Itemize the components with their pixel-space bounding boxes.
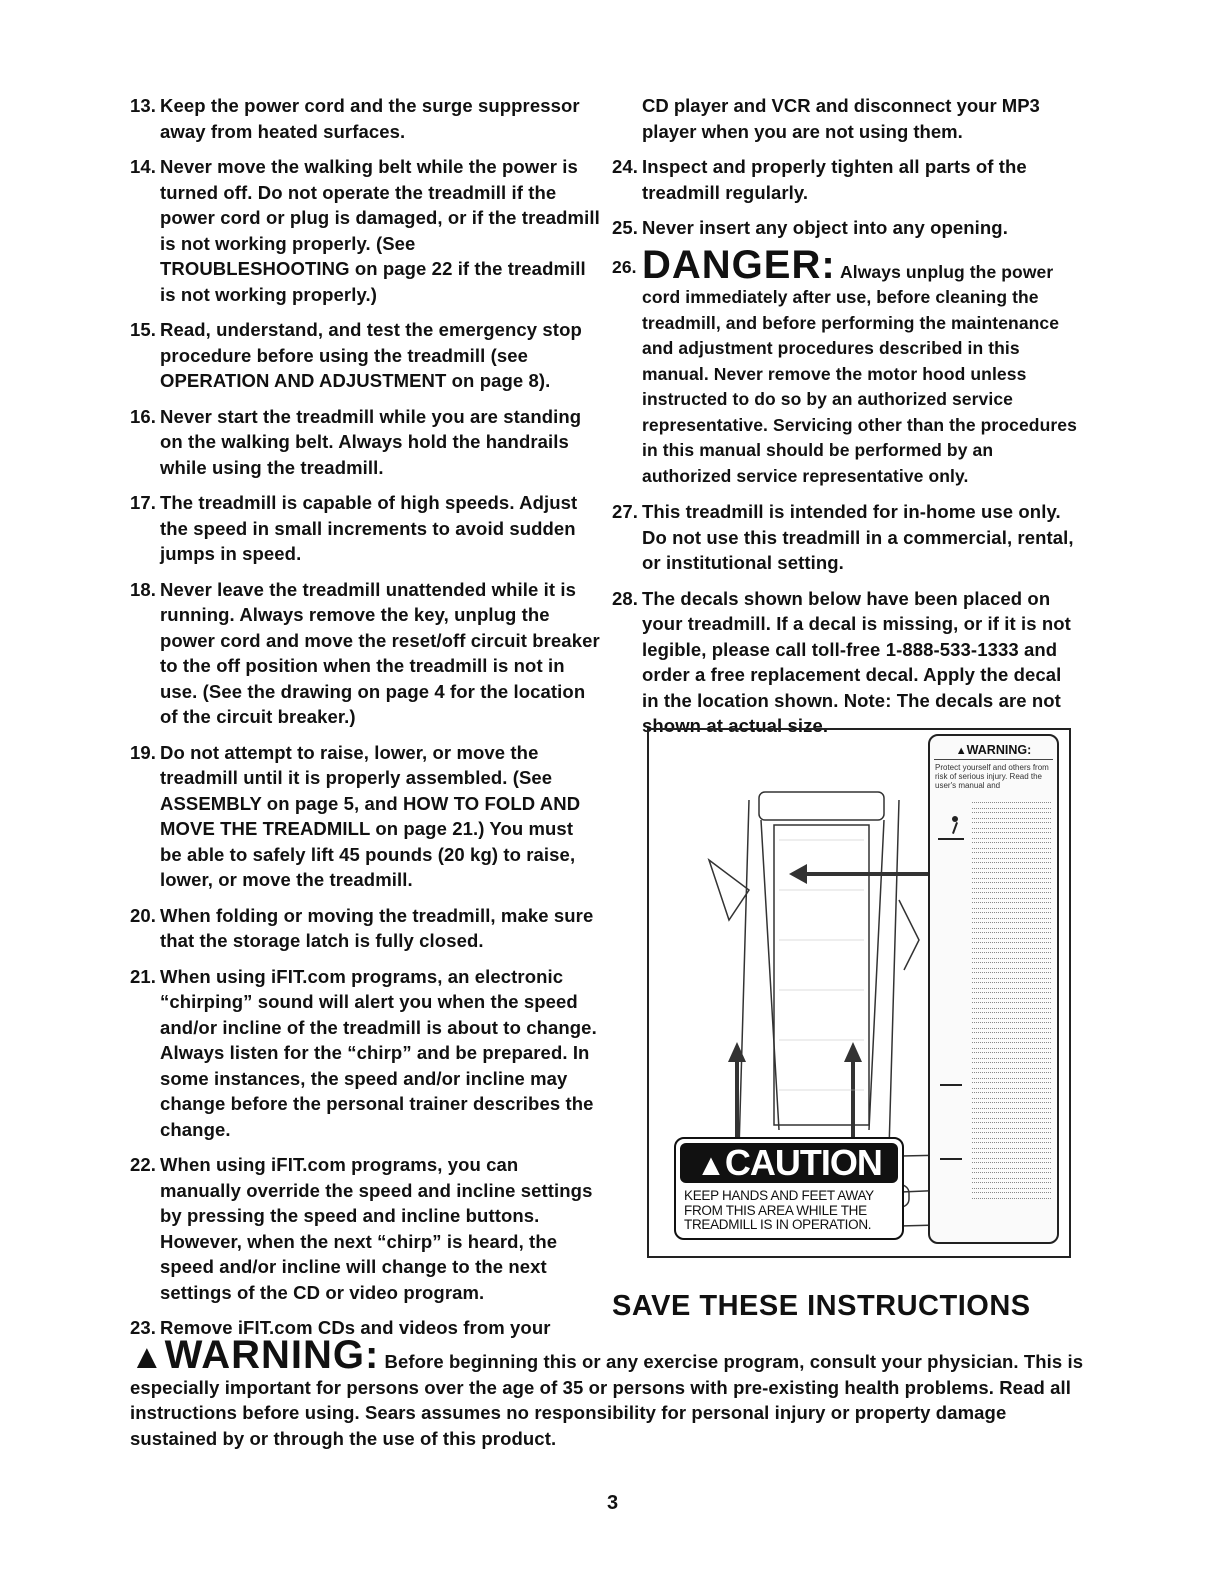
danger-label: DANGER:	[642, 242, 836, 287]
right-column	[612, 93, 1082, 749]
person-on-treadmill-icon	[938, 816, 964, 840]
danger-item: 26. DANGER: Always unplug the power cord immediately after use, before cleaning the treadmill, and before performing the maintenance and adjustment procedures described in this manual. Never remove the motor hood unless instructed to do so by an authorized service representative. Servicing other than the procedures in this manual should be performed by an authorized service representative only.	[612, 242, 1077, 486]
decal-illustration	[647, 728, 1071, 1258]
caution-decal	[674, 1137, 904, 1240]
page-number: 3	[606, 1492, 619, 1514]
caution-decal-title: CAUTION	[724, 1142, 882, 1183]
caution-decal-text: KEEP HANDS AND FEET AWAY FROM THIS AREA WHILE THE TREADMILL IS IN OPERATION.	[684, 1188, 874, 1232]
list-item: 25. Never insert any object into any opening.	[612, 217, 1008, 238]
child-hazard-icon	[940, 1066, 962, 1086]
list-item: 28. The decals shown below have been placed on your treadmill. If a decal is missing, or if it is not legible, please call toll-free 1-888-533-1333 and order a free replacement decal. Apply the decal in the location shown. Note: The decals are not shown at actual size.	[612, 587, 1071, 736]
caution-triangle-icon: ▲	[696, 1149, 725, 1182]
person-hazard-icon	[940, 1136, 962, 1160]
warning-triangle-icon: ▲	[130, 1338, 165, 1376]
list-item: 13. Keep the power cord and the surge suppressor away from heated surfaces.	[130, 95, 580, 142]
warning-notice	[130, 1333, 1085, 1451]
warning-text: Before beginning this or any exercise program, consult your physician. This is especially important for persons over the age of 35 or persons with pre-existing health problems. Read all instructions before using. Sears assumes no responsibility for personal injury or property damage sustained by or through the use of this product.	[130, 1351, 1084, 1449]
warning-decal-title: WARNING:	[966, 743, 1032, 757]
warning-decal-body: Protect yourself and others from risk of serious injury. Read the user's manual and	[935, 763, 1049, 790]
list-item: 20. When folding or moving the treadmill, make sure that the storage latch is fully closed.	[130, 904, 594, 951]
warning-decal	[928, 734, 1059, 1244]
left-column	[130, 93, 600, 1351]
list-item: 15. Read, understand, and test the emergency stop procedure before using the treadmill (see OPERATION AND ADJUSTMENT on page 8).	[130, 319, 582, 391]
danger-text: Always unplug the power cord immediately after use, before cleaning the treadmill, and before performing the maintenance and adjustment procedures described in this manual. Never remove the motor hood unless instructed to do so by an authorized service representative. Servicing other than the procedures in this manual should be performed by an authorized service representative only.	[642, 261, 1077, 486]
list-item: 22. When using iFIT.com programs, you can manually override the speed and incline settings by pressing the speed and incline buttons. However, when the next “chirp” is heard, the speed and/or incline will change to the next settings of the CD or video program.	[130, 1154, 593, 1303]
list-item: 14. Never move the walking belt while the power is turned off. Do not operate the treadmill if the power cord or plug is damaged, or if the treadmill is not working properly. (See TROUBLESHOOTING on page 22 if the treadmill is not working properly.)	[130, 156, 600, 305]
list-item: 19. Do not attempt to raise, lower, or move the treadmill until it is properly assembled. (See ASSEMBLY on page 5, and HOW TO FOLD AND MOVE THE TREADMILL on page 21.) You must be able to safely lift 45 pounds (20 kg) to raise, lower, or move the treadmill.	[130, 741, 581, 890]
save-instructions-heading: SAVE THESE INSTRUCTIONS	[612, 1290, 1031, 1322]
list-item: 21. When using iFIT.com programs, an electronic “chirping” sound will alert you when the speed and/or incline of the treadmill is about to change. Always listen for the “chirp” and be prepared. In some instances, the speed and/or incline may change before the personal trainer describes the change.	[130, 965, 597, 1140]
list-item: 24. Inspect and properly tighten all parts of the treadmill regularly.	[612, 156, 1027, 203]
list-item: 27. This treadmill is intended for in-home use only. Do not use this treadmill in a commercial, rental, or institutional setting.	[612, 501, 1074, 573]
warning-label: ▲WARNING:	[130, 1333, 380, 1377]
list-item: 16. Never start the treadmill while you are standing on the walking belt. Always hold the handrails while using the treadmill.	[130, 405, 582, 478]
list-item: 23. Remove iFIT.com CDs and videos from your	[130, 1317, 551, 1338]
list-item: 18. Never leave the treadmill unattended while it is running. Always remove the key, unplug the power cord and move the reset/off circuit breaker to the off position when the treadmill is not in use. (See the drawing on page 4 for the location of the circuit breaker.)	[130, 578, 600, 727]
list-item-continuation: CD player and VCR and disconnect your MP3 player when you are not using them.	[642, 95, 1040, 142]
list-item: 17. The treadmill is capable of high speeds. Adjust the speed in small increments to avoid sudden jumps in speed.	[130, 492, 578, 564]
warning-triangle-icon: ▲	[955, 745, 967, 757]
